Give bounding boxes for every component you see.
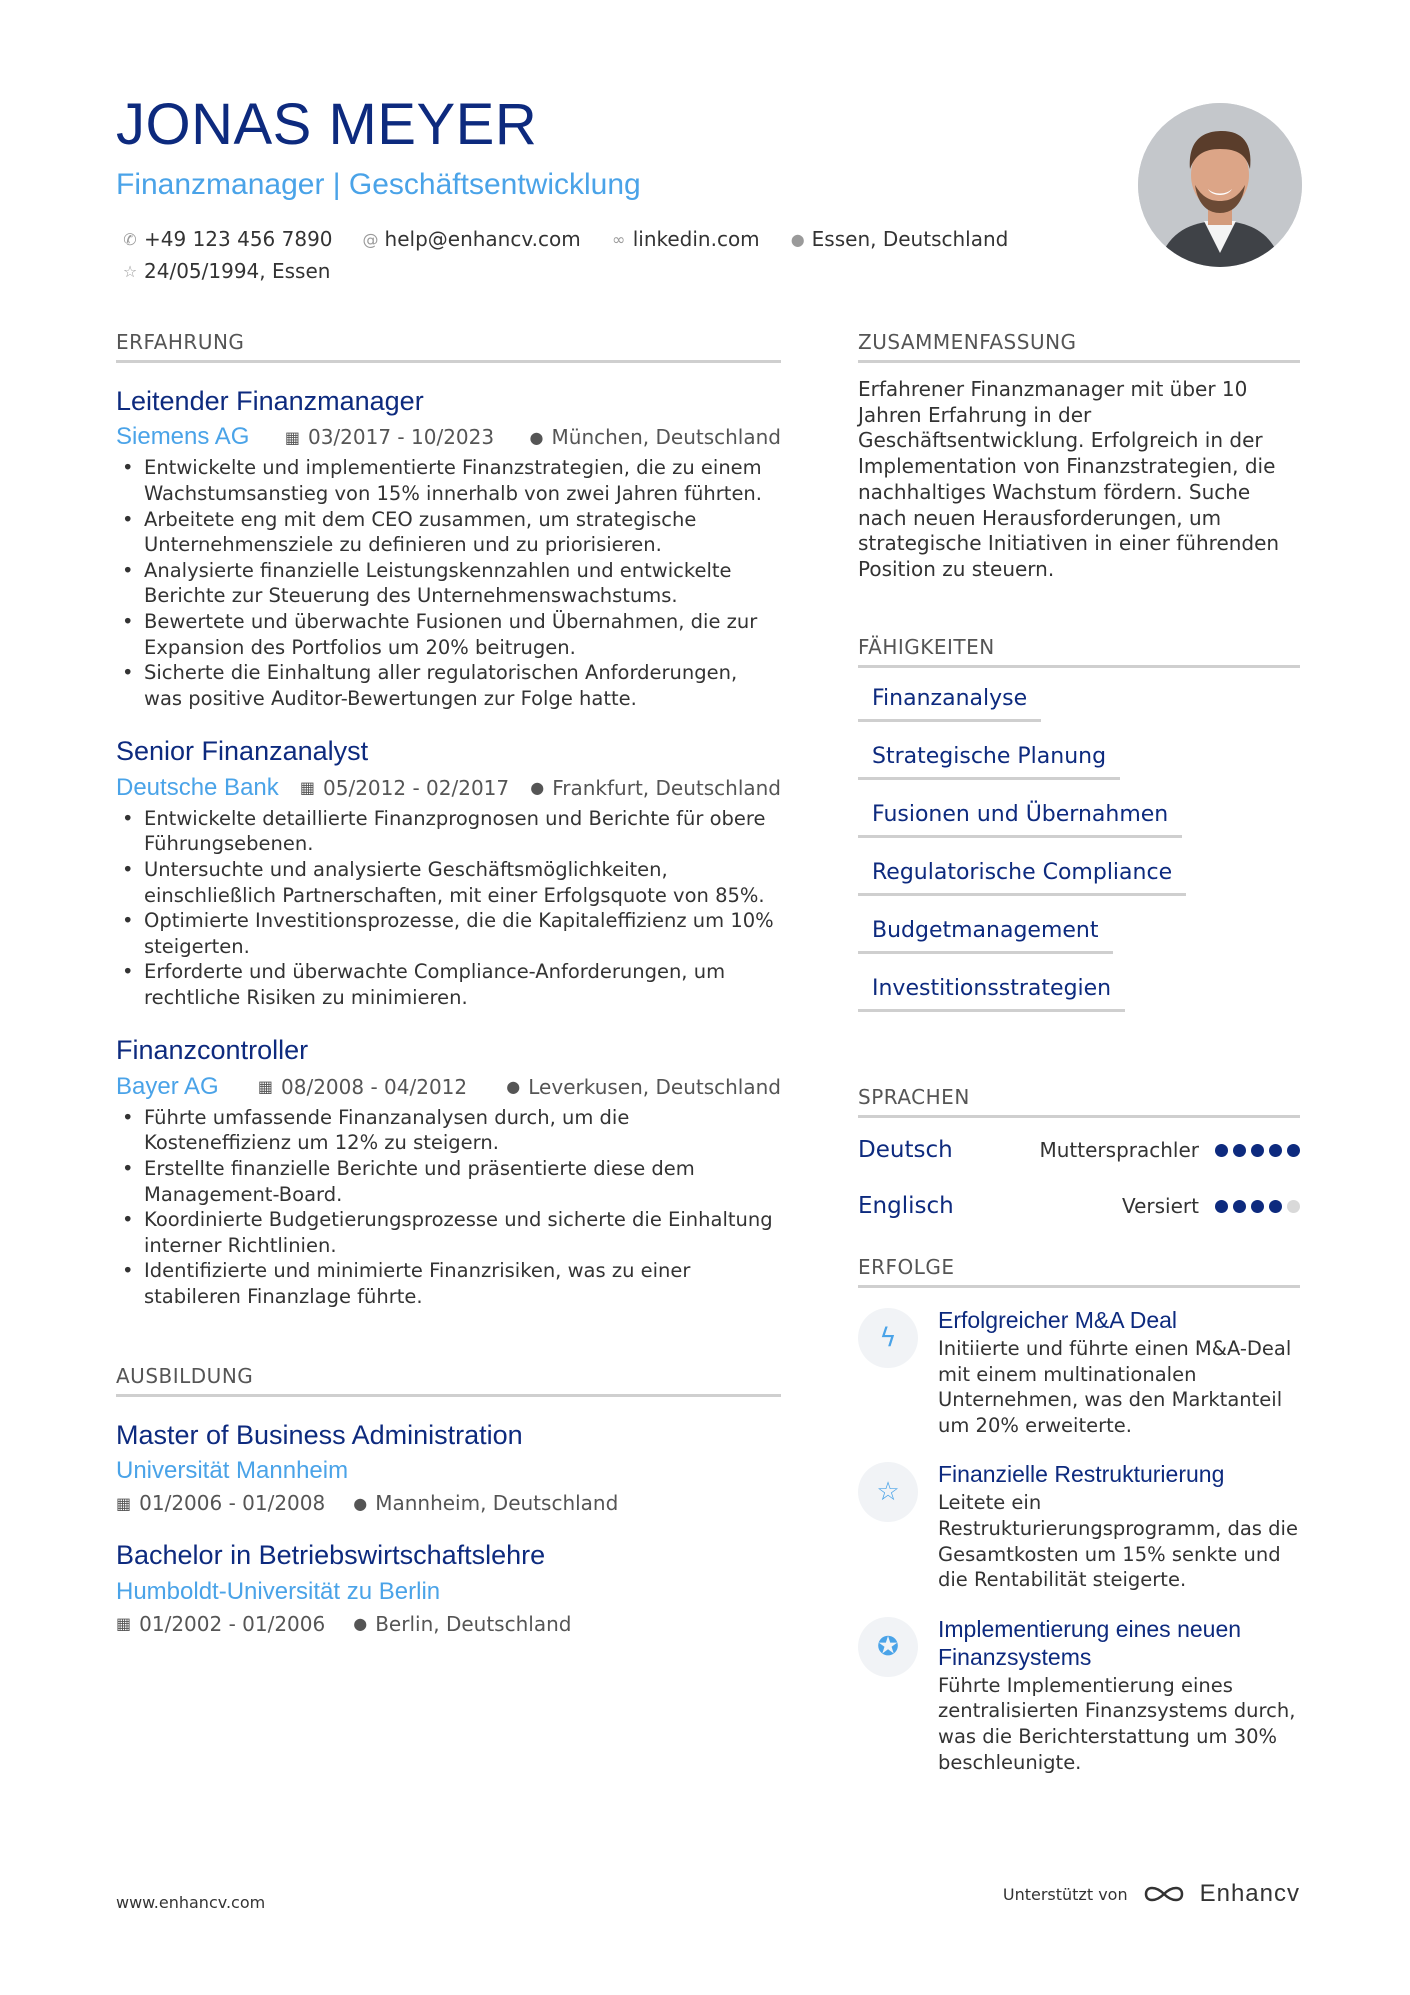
achievement-title: Finanzielle Restrukturierung	[938, 1461, 1225, 1488]
education-entry	[116, 1419, 781, 1515]
achievement-title: Implementierung eines neuen Finanzsystems	[938, 1615, 1242, 1670]
enhancv-logo-icon	[1142, 1882, 1186, 1906]
bullet-item: • Optimierte Investitionsprozesse, die die Kapitaleffizienz um 10% steigerten.	[116, 908, 781, 959]
achievement-title: Erfolgreicher M&A Deal	[938, 1307, 1178, 1333]
job-location: ● Frankfurt, Deutschland	[530, 775, 781, 800]
company-name: Siemens AG	[116, 423, 250, 451]
bullet-item: • Arbeitete eng mit dem CEO zusammen, um strategische Unternehmensziele zu definieren und zu priorisieren.	[116, 507, 781, 558]
experience-entry	[116, 1034, 781, 1309]
language-level: Versiert	[1121, 1194, 1199, 1218]
experience-heading: ERFAHRUNG	[116, 330, 781, 363]
location-pin-icon: ●	[790, 229, 805, 249]
footer-website[interactable]: www.enhancv.com	[116, 1893, 266, 1912]
bullet-item: • Entwickelte und implementierte Finanzstrategien, die zu einem Wachstumsanstieg von 15% innerhalb von zwei Jahren führten.	[116, 455, 781, 506]
lightning-icon: ϟ	[858, 1308, 918, 1368]
achievement-desc: Initiierte und führte einen M&A-Deal mit einem multinationalen Unternehmen, was den Marktanteil um 20% erweiterte.	[938, 1337, 1292, 1437]
degree-title: Master of Business Administration	[116, 1420, 523, 1450]
job-location: ● Leverkusen, Deutschland	[506, 1074, 781, 1099]
school-name: Universität Mannheim	[116, 1457, 349, 1485]
rating-dot-filled	[1251, 1144, 1264, 1157]
star-outline-icon: ☆	[122, 261, 138, 281]
bullet-item: • Analysierte finanzielle Leistungskennzahlen und entwickelte Berichte zur Steuerung des Unternehmenswachstums.	[116, 558, 781, 609]
summary-text: Erfahrener Finanzmanager mit über 10 Jahren Erfahrung in der Geschäftsentwicklung. Erfolgreich in der Implementation von Finanzstrategien, die nachhaltiges Wachstum fördern. Suche nach neuen Herausforderungen, um strategische Initiativen in einer führenden Position zu steuern.	[858, 377, 1280, 581]
skill-tag: Fusionen und Übernahmen	[858, 802, 1182, 838]
languages-section	[858, 1085, 1300, 1234]
experience-entry	[116, 385, 781, 711]
rating-dot-filled	[1287, 1144, 1300, 1157]
job-bullets	[116, 455, 781, 711]
achievement-desc: Leitete ein Restrukturierungsprogramm, das die Gesamtkosten um 15% senkte und die Rentabilität steigerte.	[938, 1491, 1298, 1592]
location-pin-icon: ●	[506, 1077, 521, 1097]
summary-heading: ZUSAMMENFASSUNG	[858, 330, 1300, 363]
star-icon: ☆	[858, 1462, 918, 1522]
candidate-name: JONAS MEYER	[116, 92, 538, 157]
education-entry	[116, 1539, 781, 1635]
achievement-desc: Führte Implementierung eines zentralisierten Finanzsystems durch, was die Berichterstattung um 30% beschleunigte.	[938, 1673, 1296, 1774]
education-location: ● Berlin, Deutschland	[353, 1611, 572, 1636]
education-heading: AUSBILDUNG	[116, 1364, 781, 1397]
bullet-item: • Sicherte die Einhaltung aller regulatorischen Anforderungen, was positive Auditor-Bewertungen zur Folge hatte.	[116, 660, 781, 711]
link-icon: ∞	[612, 229, 626, 249]
location-contact	[790, 227, 1009, 251]
award-icon: ✪	[858, 1617, 918, 1677]
location-pin-icon: ●	[353, 1614, 368, 1634]
rating-dot-filled	[1233, 1144, 1246, 1157]
language-rating	[1215, 1200, 1300, 1213]
language-row	[858, 1122, 1300, 1178]
education-dates: ▦ 01/2002 - 01/2006	[116, 1611, 326, 1636]
job-location: ● München, Deutschland	[529, 425, 781, 450]
company-name: Bayer AG	[116, 1072, 219, 1100]
bullet-item: • Entwickelte detaillierte Finanzprognosen und Berichte für obere Führungsebenen.	[116, 806, 781, 857]
footer-branding	[1003, 1880, 1300, 1908]
calendar-icon: ▦	[116, 1493, 132, 1513]
powered-by-text: Unterstützt von	[1002, 1884, 1128, 1904]
location-pin-icon: ●	[353, 1493, 368, 1513]
linkedin-text: linkedin.com	[632, 227, 760, 251]
rating-dot-filled	[1269, 1144, 1282, 1157]
job-dates: ▦ 03/2017 - 10/2023	[284, 425, 495, 450]
achievements-heading: ERFOLGE	[858, 1255, 1300, 1288]
email-text: help@enhancv.com	[384, 227, 581, 251]
location-pin-icon: ●	[530, 778, 545, 798]
summary-section	[858, 330, 1300, 583]
skills-section	[858, 635, 1300, 1034]
skill-tag: Budgetmanagement	[858, 918, 1113, 954]
bullet-item: • Bewertete und überwachte Fusionen und Übernahmen, die zur Expansion des Portfolios um 20% beitrugen.	[116, 609, 781, 660]
skill-tag: Regulatorische Compliance	[858, 860, 1186, 896]
language-name: Englisch	[858, 1193, 954, 1219]
job-title: Finanzcontroller	[116, 1035, 309, 1066]
language-row	[858, 1178, 1300, 1234]
calendar-icon: ▦	[284, 427, 300, 447]
avatar	[1138, 103, 1302, 267]
bullet-item: • Erforderte und überwachte Compliance-Anforderungen, um rechtliche Risiken zu minimieren.	[116, 959, 781, 1010]
rating-dot-filled	[1269, 1200, 1282, 1213]
bullet-item: • Erstellte finanzielle Berichte und präsentierte diese dem Management-Board.	[116, 1156, 781, 1207]
company-name: Deutsche Bank	[116, 773, 279, 801]
brand-name: Enhancv	[1199, 1880, 1300, 1907]
at-icon: @	[362, 229, 379, 249]
location-pin-icon: ●	[529, 427, 544, 447]
job-dates: ▦ 05/2012 - 02/2017	[299, 775, 510, 800]
job-title: Senior Finanzanalyst	[116, 736, 369, 767]
bullet-item: • Identifizierte und minimierte Finanzrisiken, was zu einer stabileren Finanzlage führte.	[116, 1258, 781, 1309]
job-bullets	[116, 806, 781, 1011]
job-title: Leitender Finanzmanager	[116, 386, 424, 416]
skill-tag: Investitionsstrategien	[858, 976, 1125, 1012]
language-rating	[1215, 1144, 1300, 1157]
language-level: Muttersprachler	[1039, 1138, 1199, 1162]
experience-section	[116, 330, 781, 1310]
bullet-item: • Koordinierte Budgetierungsprozesse und sicherte die Einhaltung interner Richtlinien.	[116, 1207, 781, 1258]
job-dates: ▦ 08/2008 - 04/2012	[257, 1074, 468, 1099]
phone-icon: ✆	[123, 229, 137, 249]
phone-text: +49 123 456 7890	[144, 227, 333, 251]
skills-heading: FÄHIGKEITEN	[858, 635, 1300, 668]
rating-dot-filled	[1215, 1200, 1228, 1213]
education-dates: ▦ 01/2006 - 01/2008	[116, 1491, 326, 1516]
email-contact[interactable]	[363, 227, 581, 251]
achievements-section	[858, 1255, 1300, 1775]
rating-dot-empty	[1287, 1200, 1300, 1213]
achievement-item	[858, 1306, 1300, 1438]
school-name: Humboldt-Universität zu Berlin	[116, 1577, 441, 1605]
calendar-icon: ▦	[257, 1077, 274, 1097]
rating-dot-filled	[1233, 1200, 1246, 1213]
phone-contact[interactable]	[122, 227, 333, 251]
linkedin-contact[interactable]	[611, 227, 760, 251]
bullet-item: • Führte umfassende Finanzanalysen durch, um die Kosteneffizienz um 12% zu steigern.	[116, 1105, 781, 1156]
education-location: ● Mannheim, Deutschland	[353, 1491, 619, 1516]
achievement-item	[858, 1460, 1300, 1592]
degree-title: Bachelor in Betriebswirtschaftslehre	[116, 1540, 546, 1571]
rating-dot-filled	[1215, 1144, 1228, 1157]
experience-entry	[116, 735, 781, 1010]
calendar-icon: ▦	[116, 1614, 132, 1634]
education-section	[116, 1364, 781, 1636]
contact-info	[122, 224, 1082, 286]
job-bullets	[116, 1105, 781, 1310]
birth-contact	[122, 259, 330, 283]
languages-heading: SPRACHEN	[858, 1085, 1300, 1118]
location-text: Essen, Deutschland	[811, 227, 1009, 251]
rating-dot-filled	[1251, 1200, 1264, 1213]
calendar-icon: ▦	[299, 778, 316, 798]
skill-tag: Strategische Planung	[858, 744, 1120, 780]
birth-text: 24/05/1994, Essen	[144, 259, 331, 283]
skill-tag: Finanzanalyse	[858, 686, 1041, 722]
language-name: Deutsch	[858, 1137, 953, 1163]
bullet-item: • Untersuchte und analysierte Geschäftsmöglichkeiten, einschließlich Partnerschaften, mit einer Erfolgsquote von 85%.	[116, 857, 781, 908]
achievement-item	[858, 1615, 1300, 1775]
candidate-headline: Finanzmanager | Geschäftsentwicklung	[116, 168, 641, 201]
